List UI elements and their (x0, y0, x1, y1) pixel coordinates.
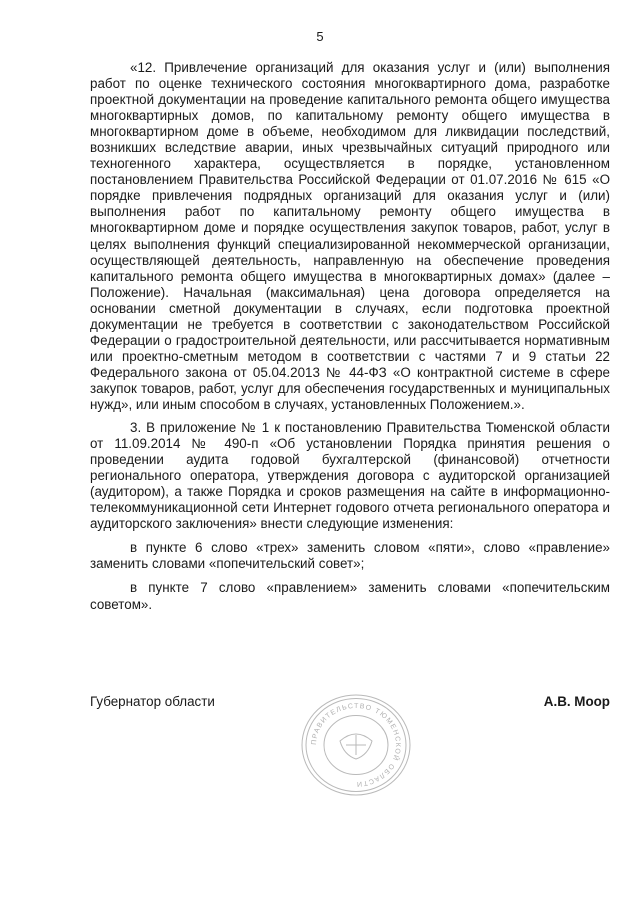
paragraph-12-amendment: «12. Привлечение организаций для оказания услуг и (или) выполнения работ по оценке технического состояния многоквартирного дома, разработке проектной документации на проведение капитального ремонта общего имущества многоквартирных домов, по капитальному ремонту общего имущества в многоквартирном доме в объеме, необходимом для ликвидации последствий, возникших вследствие аварии, иных чрезвычайных ситуаций природного или техногенного характера, осуществляется в порядке, установленном постановлением Правительства Российской Федерации от 01.07.2016 № 615 «О порядке привлечения подрядных организаций для оказания услуг и (или) выполнения работ по капитальному ремонту общего имущества в многоквартирном доме и порядке осуществления закупок товаров, работ, услуг в целях выполнения функций специализированной некоммерческой организации, осуществляющей деятельность, направленную на обеспечение проведения капитального ремонта общего имущества в многоквартирных домах» (далее – Положение). Начальная (максимальная) цена договора определяется на основании сметной документации в случаях, если подготовка проектной документации не требуется в соответствии с законодательством Российской Федерации о градостроительной деятельности, или рассчитывается нормативным или проектно-сметным методом в соответствии с частями 7 и 9 статьи 22 Федерального закона от 05.04.2013 № 44-ФЗ «О контрактной системе в сфере закупок товаров, работ, услуг для обеспечения государственных и муниципальных нужд», или иным способом в случаях, установленных Положением.». (90, 60, 610, 412)
paragraph-point-7: в пункте 7 слово «правлением» заменить словами «попечительским советом». (90, 580, 610, 612)
official-seal-icon (300, 693, 412, 798)
document-body (90, 60, 610, 613)
page-number: 5 (316, 29, 324, 44)
svg-text:ПРАВИТЕЛЬСТВО ТЮМЕНСКОЙ ОБЛАСТ: ПРАВИТЕЛЬСТВО ТЮМЕНСКОЙ ОБЛАСТИ (310, 702, 402, 788)
paragraph-point-6: в пункте 6 слово «трех» заменить словом «пяти», слово «правление» заменить словами «попечительский совет»; (90, 540, 610, 572)
signer-name: А.В. Моор (543, 694, 610, 709)
signer-position: Губернатор области (90, 694, 215, 709)
paragraph-3-appendix: 3. В приложение № 1 к постановлению Правительства Тюменской области от 11.09.2014 № 490-п «Об установлении Порядка принятия решения о проведении аудита годовой бухгалтерской (финансовой) отчетности регионального оператора, утверждения договора с аудиторской организацией (аудитором), а также Порядка и сроков размещения на сайте в информационно-телекоммуникационной сети Интернет годового отчета регионального оператора и аудиторского заключения» внести следующие изменения: (90, 420, 610, 532)
